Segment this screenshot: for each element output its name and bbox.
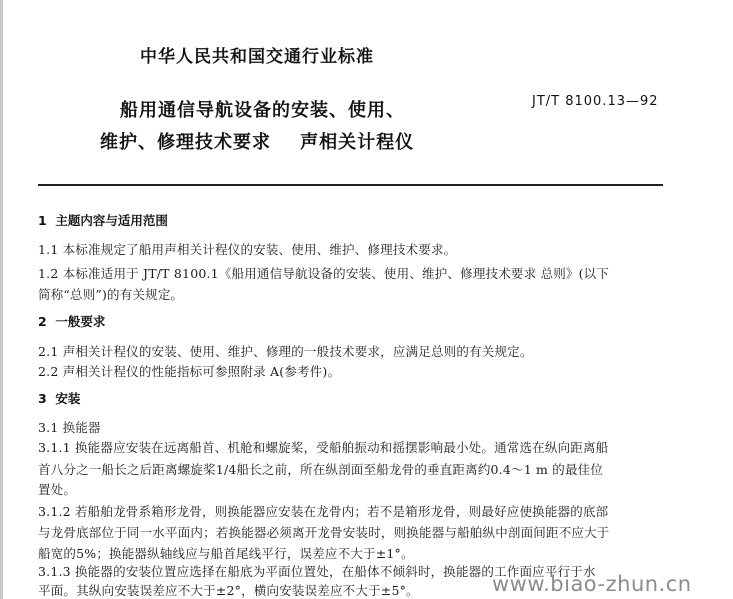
clause-3-1-2: 3.1.2 若船舶龙骨系箱形龙骨，则换能器应安装在龙骨内；若不是箱形龙骨，则最好应使换能器的底部 xyxy=(38,504,609,519)
clause-1-2-cont: 简称“总则”)的有关规定。 xyxy=(38,287,184,302)
standard-number: JT/T 8100.13—92 xyxy=(532,94,659,109)
document-title-line-2: 维护、修理技术要求 声相关计程仪 xyxy=(100,132,415,153)
header-divider xyxy=(38,184,663,186)
clause-2-2: 2.2 声相关计程仪的性能指标可参照附录 A(参考件)。 xyxy=(38,364,341,379)
clause-3-1-2-cont-1: 与龙骨底部位于同一水平面内；若换能器必须离开龙骨安装时，则换能器与船舶纵中剖面间距不应大于 xyxy=(38,525,610,540)
clause-1-2: 1.2 本标准适用于 JT/T 8100.1《船用通信导航设备的安装、使用、维护、修理技术要求 总则》(以下 xyxy=(38,266,610,281)
clause-3-1-1-cont-1: 首八分之一船长之后距离螺旋桨1/4船长之前，所在纵剖面至船龙骨的垂直距离约0.4～1 m 的最佳位 xyxy=(38,462,604,477)
clause-1-1: 1.1 本标准规定了船用声相关计程仪的安装、使用、维护、修理技术要求。 xyxy=(38,242,457,257)
section-heading-1: 1 主题内容与适用范围 xyxy=(38,213,168,228)
section-heading-2: 2 一般要求 xyxy=(38,314,106,329)
document-title-line-1: 船用通信导航设备的安装、使用、 xyxy=(120,100,405,121)
clause-3-1-1-cont-2: 置处。 xyxy=(38,482,77,497)
clause-2-1: 2.1 声相关计程仪的安装、使用、维护、修理的一般技术要求，应满足总则的有关规定。 xyxy=(38,344,533,359)
site-watermark: www.biao-zhun.cn xyxy=(492,572,692,596)
section-heading-3: 3 安装 xyxy=(38,391,81,406)
clause-3-1-3: 3.1.3 换能器的安装位置应选择在船底为平面位置处，在船体不倾斜时，换能器的工作面应平行于水 xyxy=(38,564,596,579)
clause-3-1-2-cont-2: 船宽的5%；换能器纵轴线应与船首尾线平行，误差应不大于±1°。 xyxy=(38,546,414,561)
scan-edge xyxy=(0,0,3,599)
standard-body-title: 中华人民共和国交通行业标准 xyxy=(140,47,374,67)
clause-3-1-1: 3.1.1 换能器应安装在远离船首、机舱和螺旋桨，受船舶振动和摇摆影响最小处。通常选在纵向距离船 xyxy=(38,440,609,455)
clause-3-1-3-cont: 平面。其纵向安装误差应不大于±2°，横向安装误差应不大于±5°。 xyxy=(38,583,419,598)
clause-3-1: 3.1 换能器 xyxy=(38,420,101,435)
